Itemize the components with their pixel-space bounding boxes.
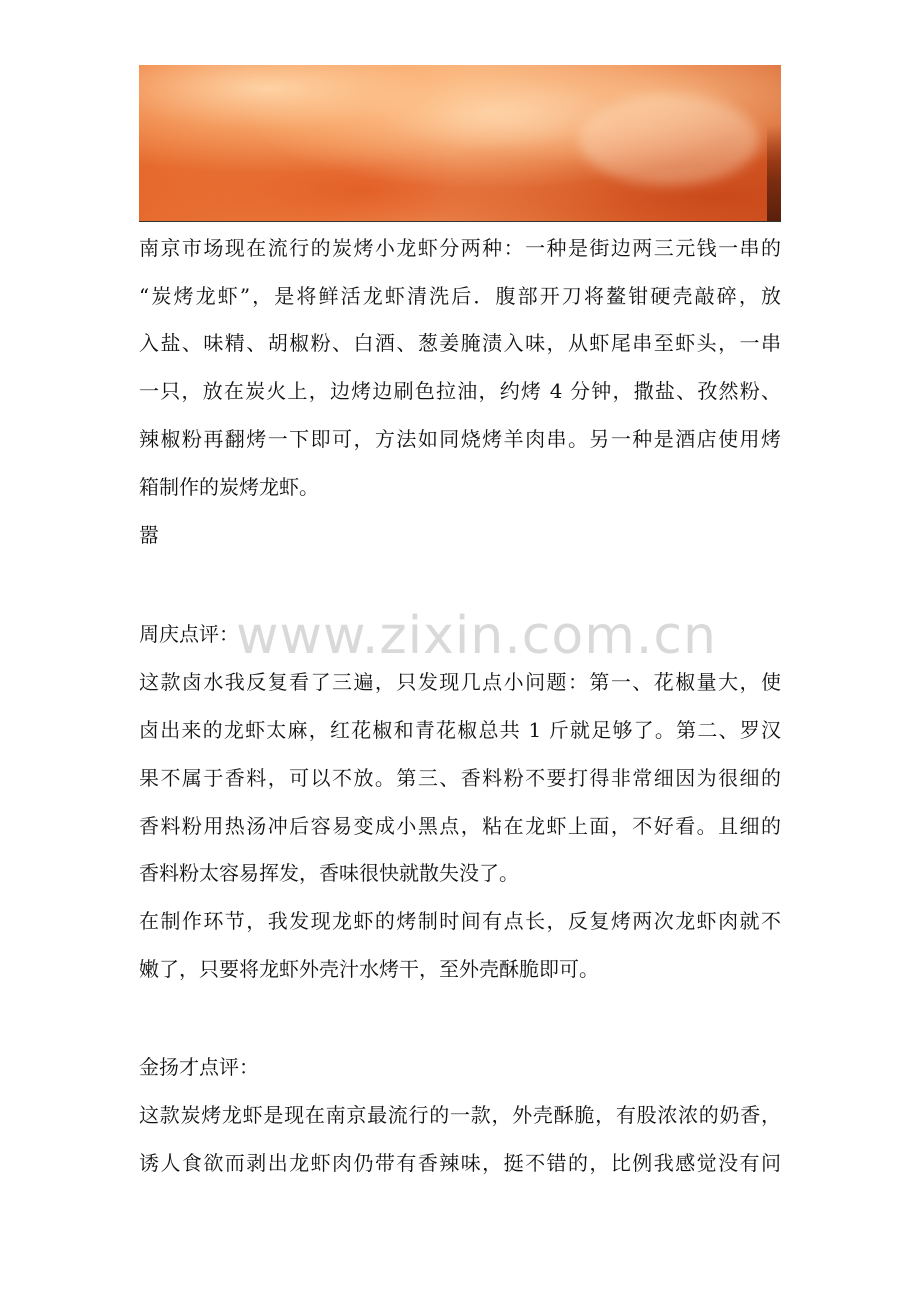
header-photo bbox=[139, 65, 781, 222]
review-line: 香料粉太容易挥发，香味很快就散失没了。 bbox=[139, 861, 519, 885]
review-line: 香料粉用热汤冲后容易变成小黑点，粘在龙虾上面，不好看。且细的 bbox=[139, 814, 781, 838]
review-line: 卤出来的龙虾太麻，红花椒和青花椒总共 1 斤就足够了。第二、罗汉 bbox=[139, 718, 781, 742]
paragraph-stray-char: 嚣 bbox=[139, 523, 159, 547]
paragraph-line: 一只，放在炭火上，边烤边刷色拉油，约烤 4 分钟，撒盐、孜然粉、 bbox=[139, 379, 781, 403]
paragraph-line: 南京市场现在流行的炭烤小龙虾分两种：一种是街边两三元钱一串的 bbox=[139, 236, 781, 260]
paragraph-line: 辣椒粉再翻烤一下即可，方法如同烧烤羊肉串。另一种是酒店使用烤 bbox=[139, 427, 781, 451]
paragraph-line: 箱制作的炭烤龙虾。 bbox=[139, 475, 319, 499]
photo-highlight bbox=[579, 95, 759, 185]
paragraph-line: 入盐、味精、胡椒粉、白酒、葱姜腌渍入味，从虾尾串至虾头，一串 bbox=[139, 331, 781, 355]
watermark: www.zixin.com.cn bbox=[236, 606, 717, 666]
review-heading: 金扬才点评： bbox=[139, 1055, 259, 1079]
review-line: 这款炭烤龙虾是现在南京最流行的一款，外壳酥脆，有股浓浓的奶香， bbox=[139, 1103, 781, 1127]
photo-edge-shadow bbox=[767, 125, 781, 221]
review-line: 果不属于香料，可以不放。第三、香料粉不要打得非常细因为很细的 bbox=[139, 766, 781, 790]
review-line: 在制作环节，我发现龙虾的烤制时间有点长，反复烤两次龙虾肉就不 bbox=[139, 909, 781, 933]
review-line: 诱人食欲而剥出龙虾肉仍带有香辣味，挺不错的，比例我感觉没有问 bbox=[139, 1151, 781, 1175]
review-line: 嫩了，只要将龙虾外壳汁水烤干，至外壳酥脆即可。 bbox=[139, 957, 599, 981]
paragraph-line: “炭烤龙虾”，是将鲜活龙虾清洗后．腹部开刀将鳌钳硬壳敲碎，放 bbox=[139, 284, 781, 308]
review-heading: 周庆点评： bbox=[139, 622, 239, 646]
review-line: 这款卤水我反复看了三遍，只发现几点小问题：第一、花椒量大，使 bbox=[139, 670, 781, 694]
